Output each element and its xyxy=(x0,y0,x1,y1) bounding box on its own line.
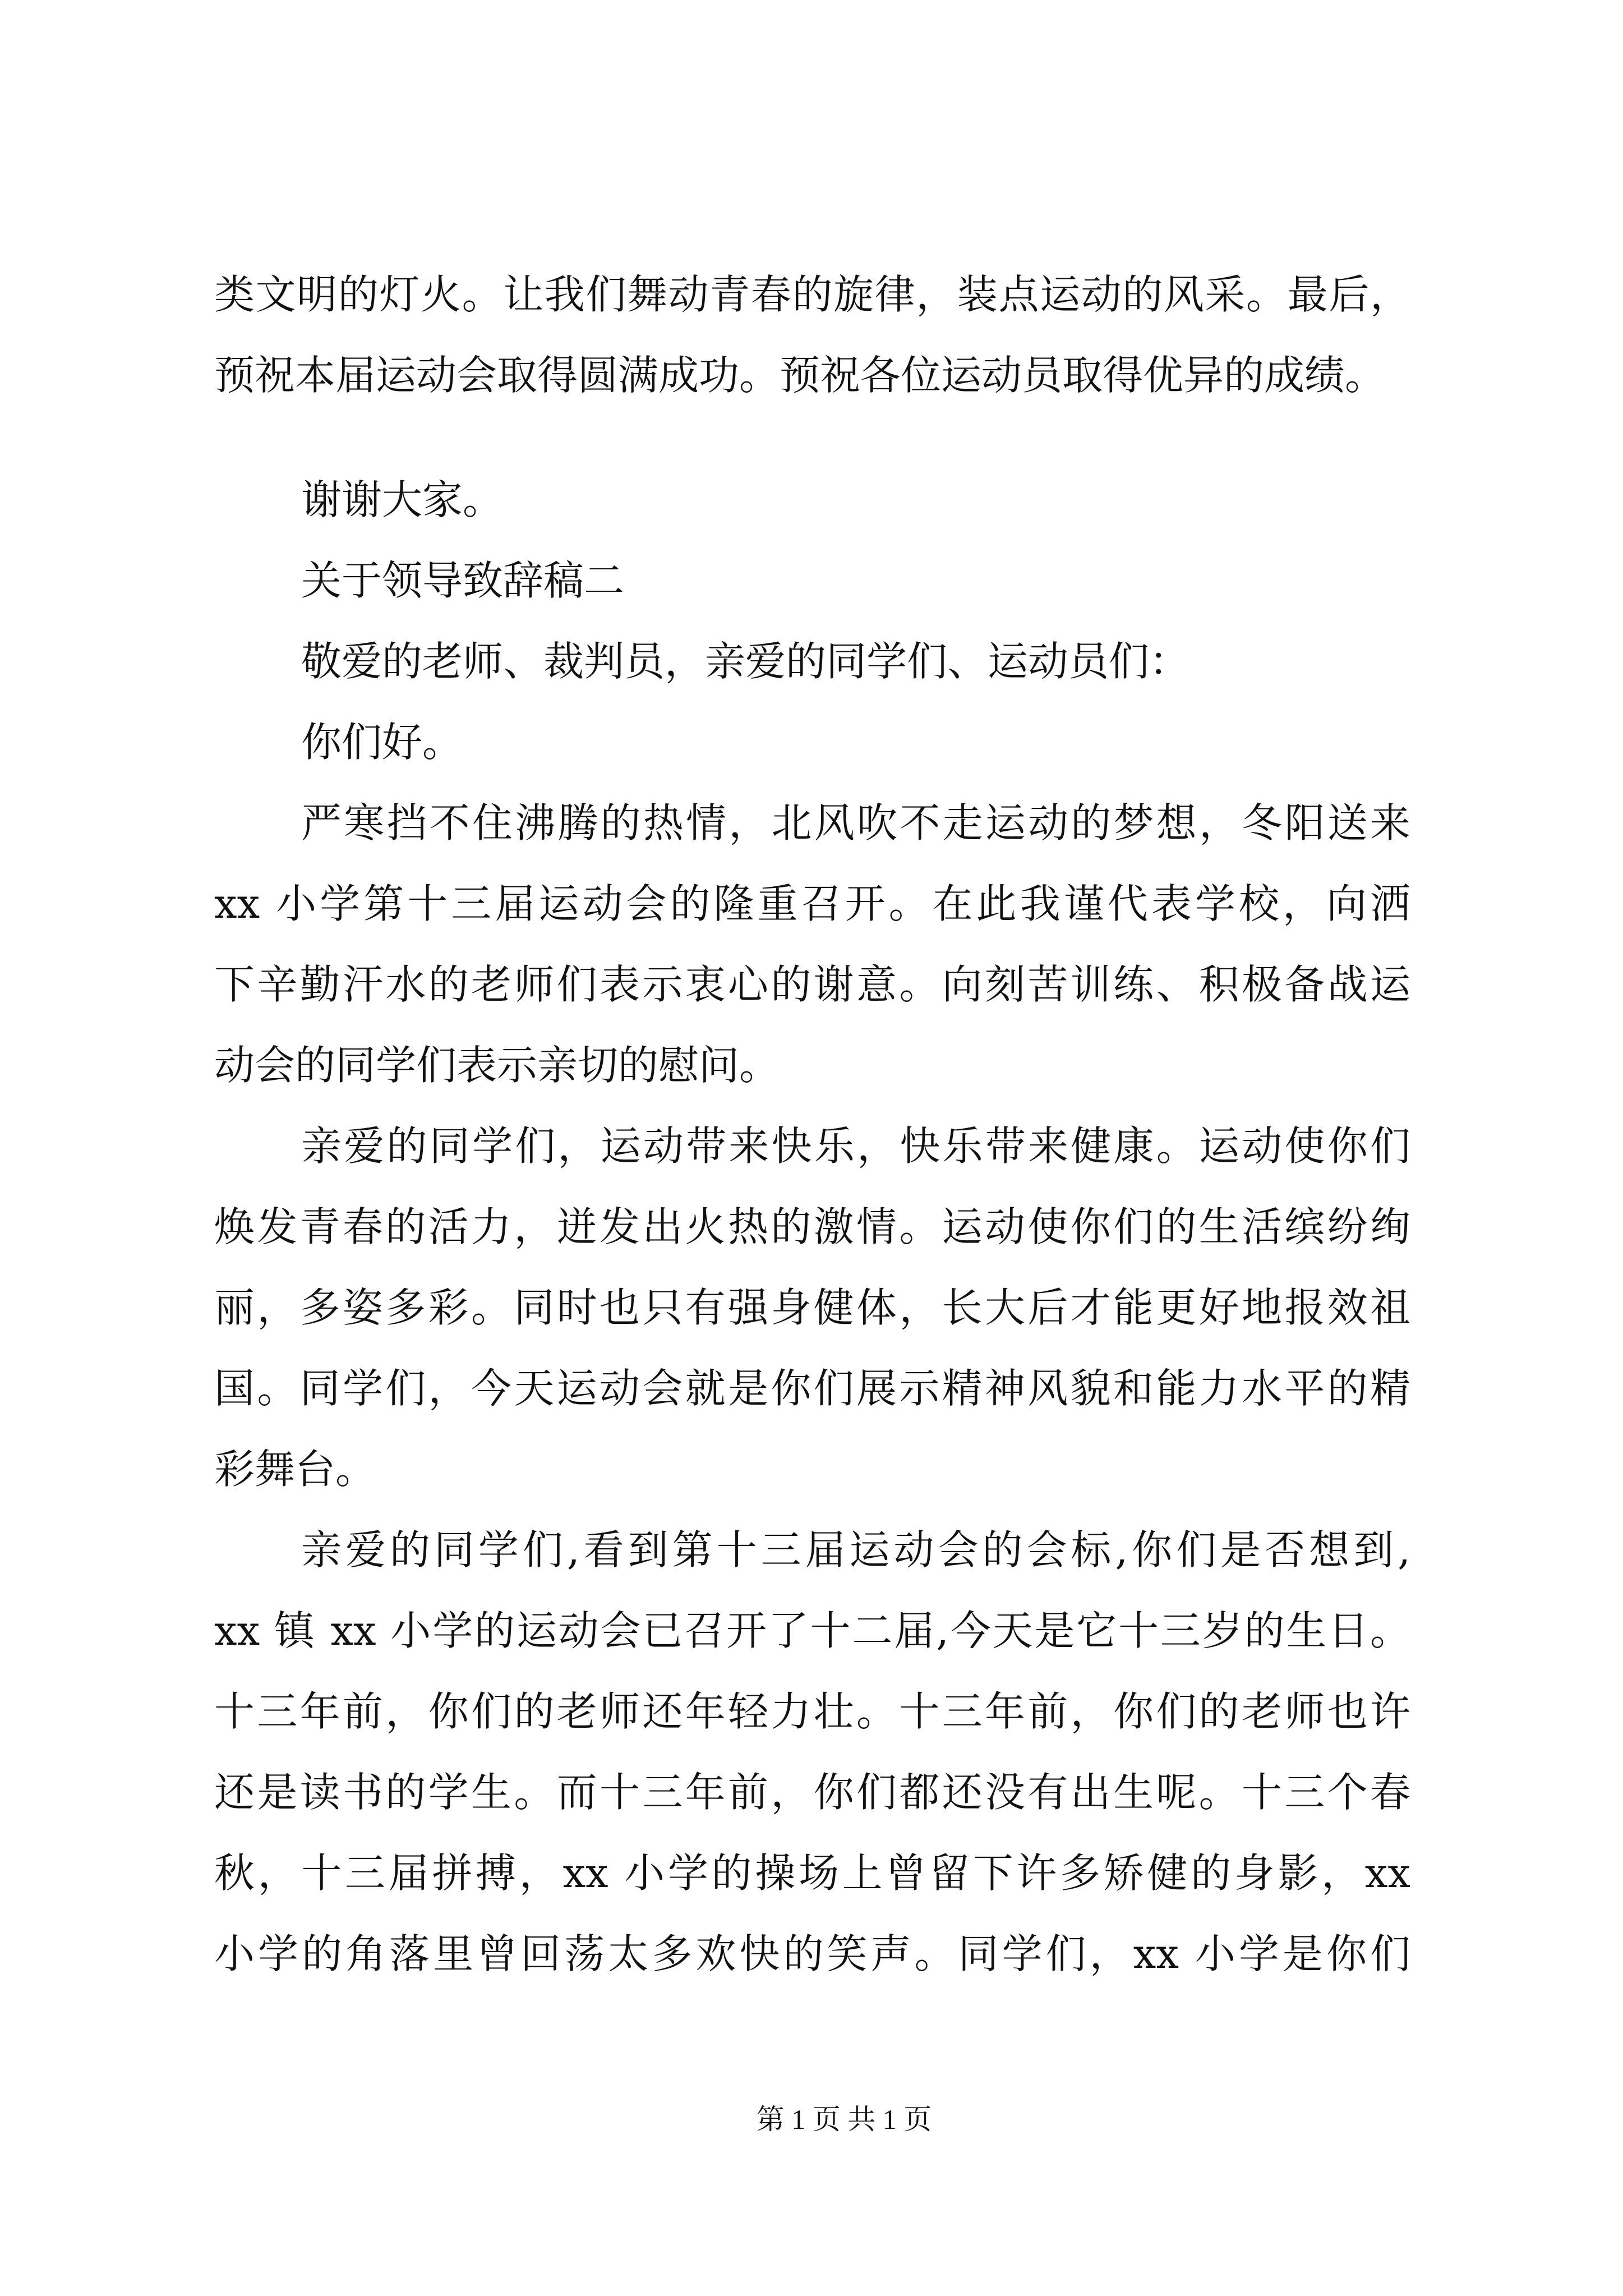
text-line: 你们好。 xyxy=(301,719,463,766)
heading-text: 关于领导致辞稿二 xyxy=(301,557,625,604)
text-line: 谢谢大家。 xyxy=(301,476,504,523)
document-body xyxy=(214,254,1470,1994)
text-line: xx 小学第十三届运动会的隆重召开。在此我谨代表学校，向洒 xyxy=(214,880,1410,927)
paragraph-salutation xyxy=(214,621,1470,702)
text-line: 还是读书的学生。而十三年前，你们都还没有出生呢。十三个春 xyxy=(214,1769,1410,1816)
paragraph-thanks xyxy=(214,459,1470,540)
text-line: 敬爱的老师、裁判员，亲爱的同学们、运动员们： xyxy=(301,638,1190,685)
text-line: 丽，多姿多彩。同时也只有强身健体，长大后才能更好地报效祖 xyxy=(214,1284,1410,1331)
text-line: 十三年前，你们的老师还年轻力壮。十三年前，你们的老师也许 xyxy=(214,1688,1410,1735)
page-number-footer: 第 1 页 共 1 页 xyxy=(756,2104,932,2135)
text-line: 类文明的灯火。让我们舞动青春的旋律，装点运动的风采。最后， xyxy=(214,271,1410,318)
text-line: 秋，十三届拼搏，xx 小学的操场上曾留下许多矫健的身影，xx xyxy=(214,1849,1410,1897)
paragraph-closing-wishes xyxy=(214,254,1470,416)
text-line: 严寒挡不住沸腾的热情，北风吹不走运动的梦想，冬阳送来 xyxy=(301,799,1410,846)
paragraph-greeting xyxy=(214,702,1470,783)
text-line: 预祝本届运动会取得圆满成功。预祝各位运动员取得优异的成绩。 xyxy=(214,352,1386,399)
text-line: 小学的角落里曾回荡太多欢快的笑声。同学们，xx 小学是你们 xyxy=(214,1930,1410,1977)
text-line: 彩舞台。 xyxy=(214,1446,376,1493)
paragraph-opening xyxy=(214,783,1470,1106)
paragraph-thirteenth-meet xyxy=(214,1510,1470,1994)
text-line: 动会的同学们表示亲切的慰问。 xyxy=(214,1042,780,1089)
text-line: 国。同学们，今天运动会就是你们展示精神风貌和能力水平的精 xyxy=(214,1365,1410,1412)
text-line: xx 镇 xx 小学的运动会已召开了十二届,今天是它十三岁的生日。 xyxy=(214,1607,1410,1654)
text-line: 亲爱的同学们,看到第十三届运动会的会标,你们是否想到, xyxy=(301,1526,1410,1573)
text-line: 焕发青春的活力，迸发出火热的激情。运动使你们的生活缤纷绚 xyxy=(214,1203,1410,1250)
section-heading xyxy=(214,540,1470,621)
text-line: 亲爱的同学们，运动带来快乐，快乐带来健康。运动使你们 xyxy=(301,1122,1410,1170)
text-line: 下辛勤汗水的老师们表示衷心的谢意。向刻苦训练、积极备战运 xyxy=(214,961,1410,1008)
paragraph-sports-joy xyxy=(214,1106,1470,1510)
